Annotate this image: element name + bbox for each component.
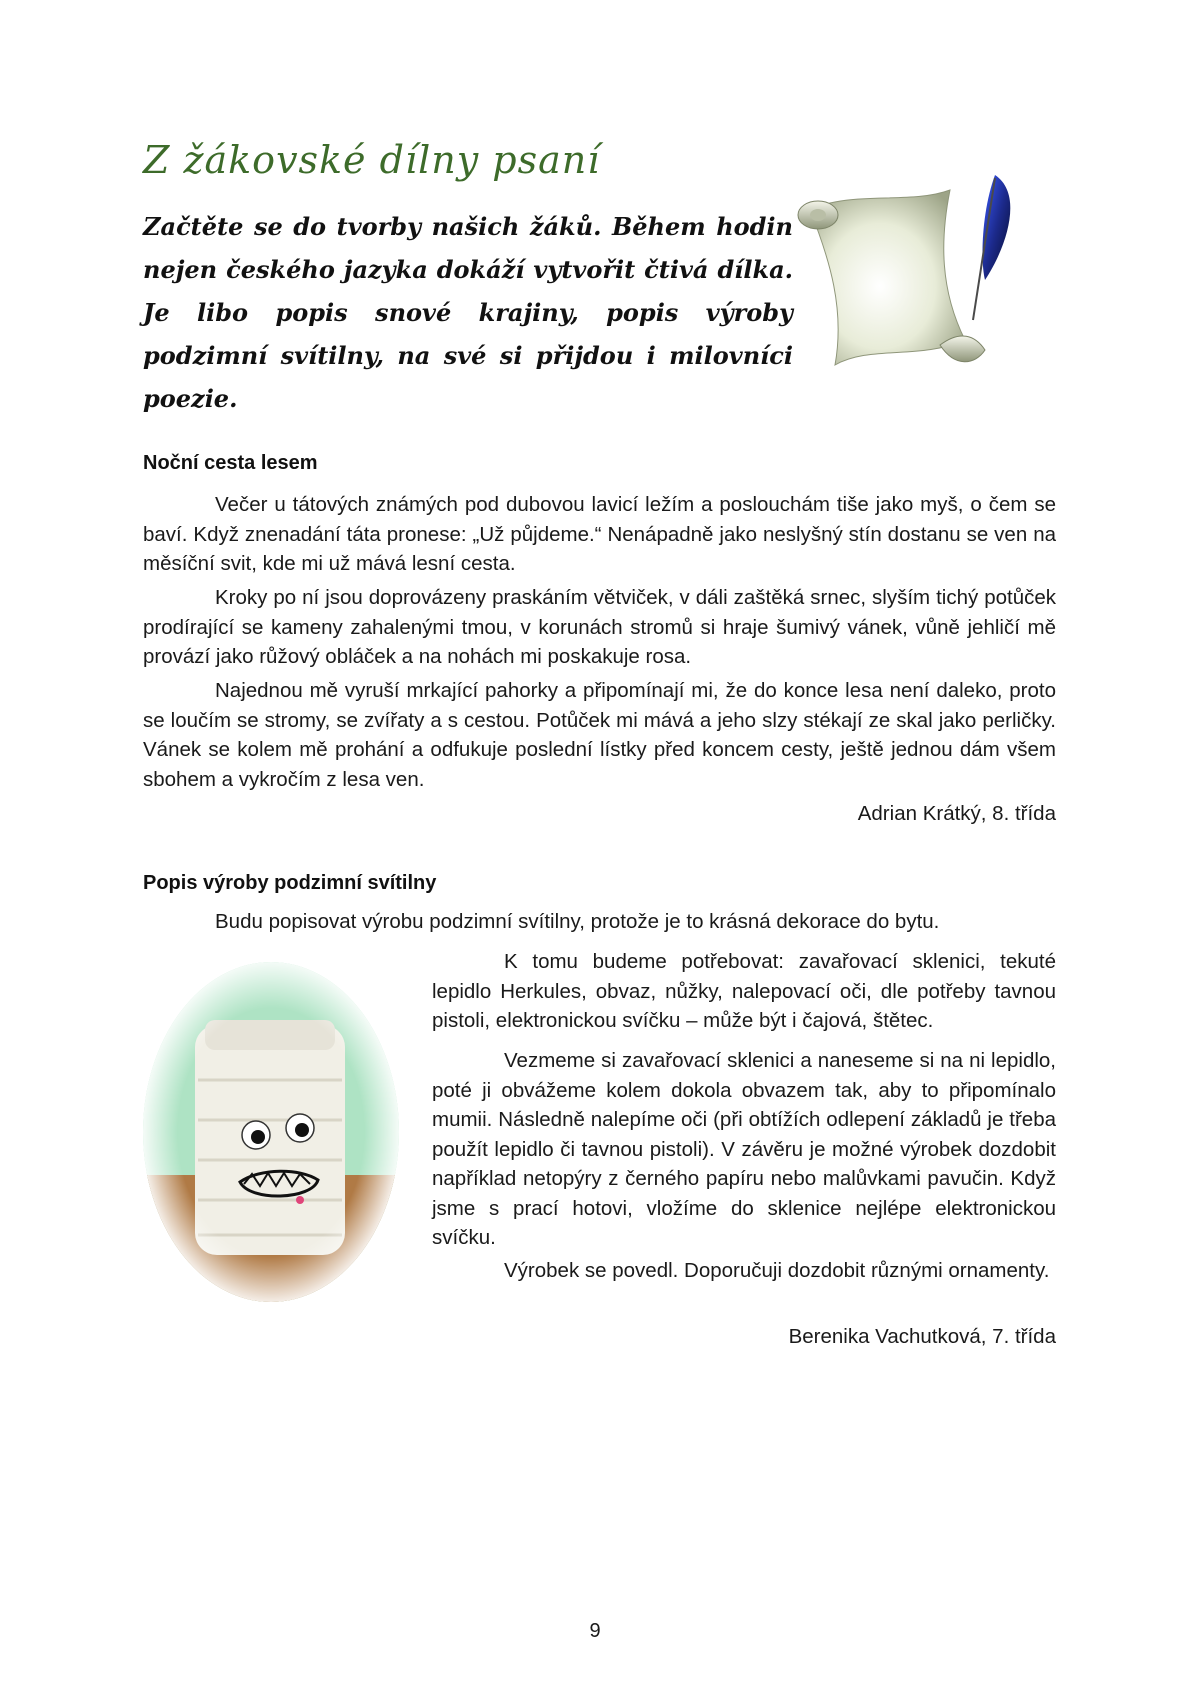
mummy-jar-lantern-photo (140, 960, 402, 1305)
article-title-popis-svitilny: Popis výroby podzimní svítilny (143, 872, 437, 894)
article1-paragraph: Večer u tátových známých pod dubovou lavicí ležím a poslouchám tiše jako myš, o čem se baví. Když znenadání táta pronese: „Už půjdeme.“ Nenápadně jako neslyšný stín dostanu se ven na měsíční svit, kde mi už mává lesní cesta. (143, 493, 1056, 575)
page-title: Z žákovské dílny psaní (143, 138, 601, 182)
article1-author: Adrian Krátký, 8. třída (857, 802, 1056, 825)
article1-paragraph: Kroky po ní jsou doprovázeny praskáním větviček, v dáli zaštěká srnec, slyším tichý potůček prodírající se kameny zahalenými tmou, v korunách stromů si hraje šumivý vánek, vůně jehličí mě provází jako růžový obláček a na nohách mi poskakuje rosa. (143, 586, 1056, 668)
intro-text: Začtěte se do tvorby našich žáků. Během hodin nejen českého jazyka dokáží vytvořit čtivá dílka. Je libo popis snové krajiny, popis výroby podzimní svítilny, na své si přijdou i milovníci poezie. (143, 212, 793, 413)
scroll-with-quill-icon (790, 170, 1050, 380)
article-title-nocni-cesta: Noční cesta lesem (143, 452, 318, 474)
article2-author: Berenika Vachutková, 7. třída (788, 1325, 1056, 1348)
article2-paragraph: Výrobek se povedl. Doporučuji dozdobit různými ornamenty. (504, 1259, 1050, 1282)
article2-paragraph: K tomu budeme potřebovat: zavařovací sklenici, tekuté lepidlo Herkules, obvaz, nůžky, nalepovací oči, dle potřeby tavnou pistoli, elektronickou svíčku – může být i čajová, štětec. (432, 950, 1056, 1032)
article2-paragraph: Vezmeme si zavařovací sklenici a naneseme si na ni lepidlo, poté ji obvážeme kolem dokola obvazem tak, aby to připomínalo mumii. Následně nalepíme oči (při obtížích odlepení základů je třeba použít lepidlo či tavnou pistoli). V závěru je možné výrobek dozdobit například netopýry z černého papíru nebo malůvkami pavučin. Když jsme s prací hotovi, vložíme do sklenice nejlépe elektronickou svíčku. (432, 1049, 1056, 1249)
page-number: 9 (589, 1620, 601, 1642)
article1-paragraph: Najednou mě vyruší mrkající pahorky a připomínají mi, že do konce lesa není daleko, proto se loučím se stromy, se zvířaty a s cestou. Potůček mi mává a jeho slzy stékají ze skal jako perličky. Vánek se kolem mě prohání a odfukuje poslední lístky před koncem cesty, ještě jednou dám všem sbohem a vykročím z lesa ven. (143, 679, 1056, 791)
article2-paragraph: Budu popisovat výrobu podzimní svítilny, protože je to krásná dekorace do bytu. (215, 910, 940, 933)
